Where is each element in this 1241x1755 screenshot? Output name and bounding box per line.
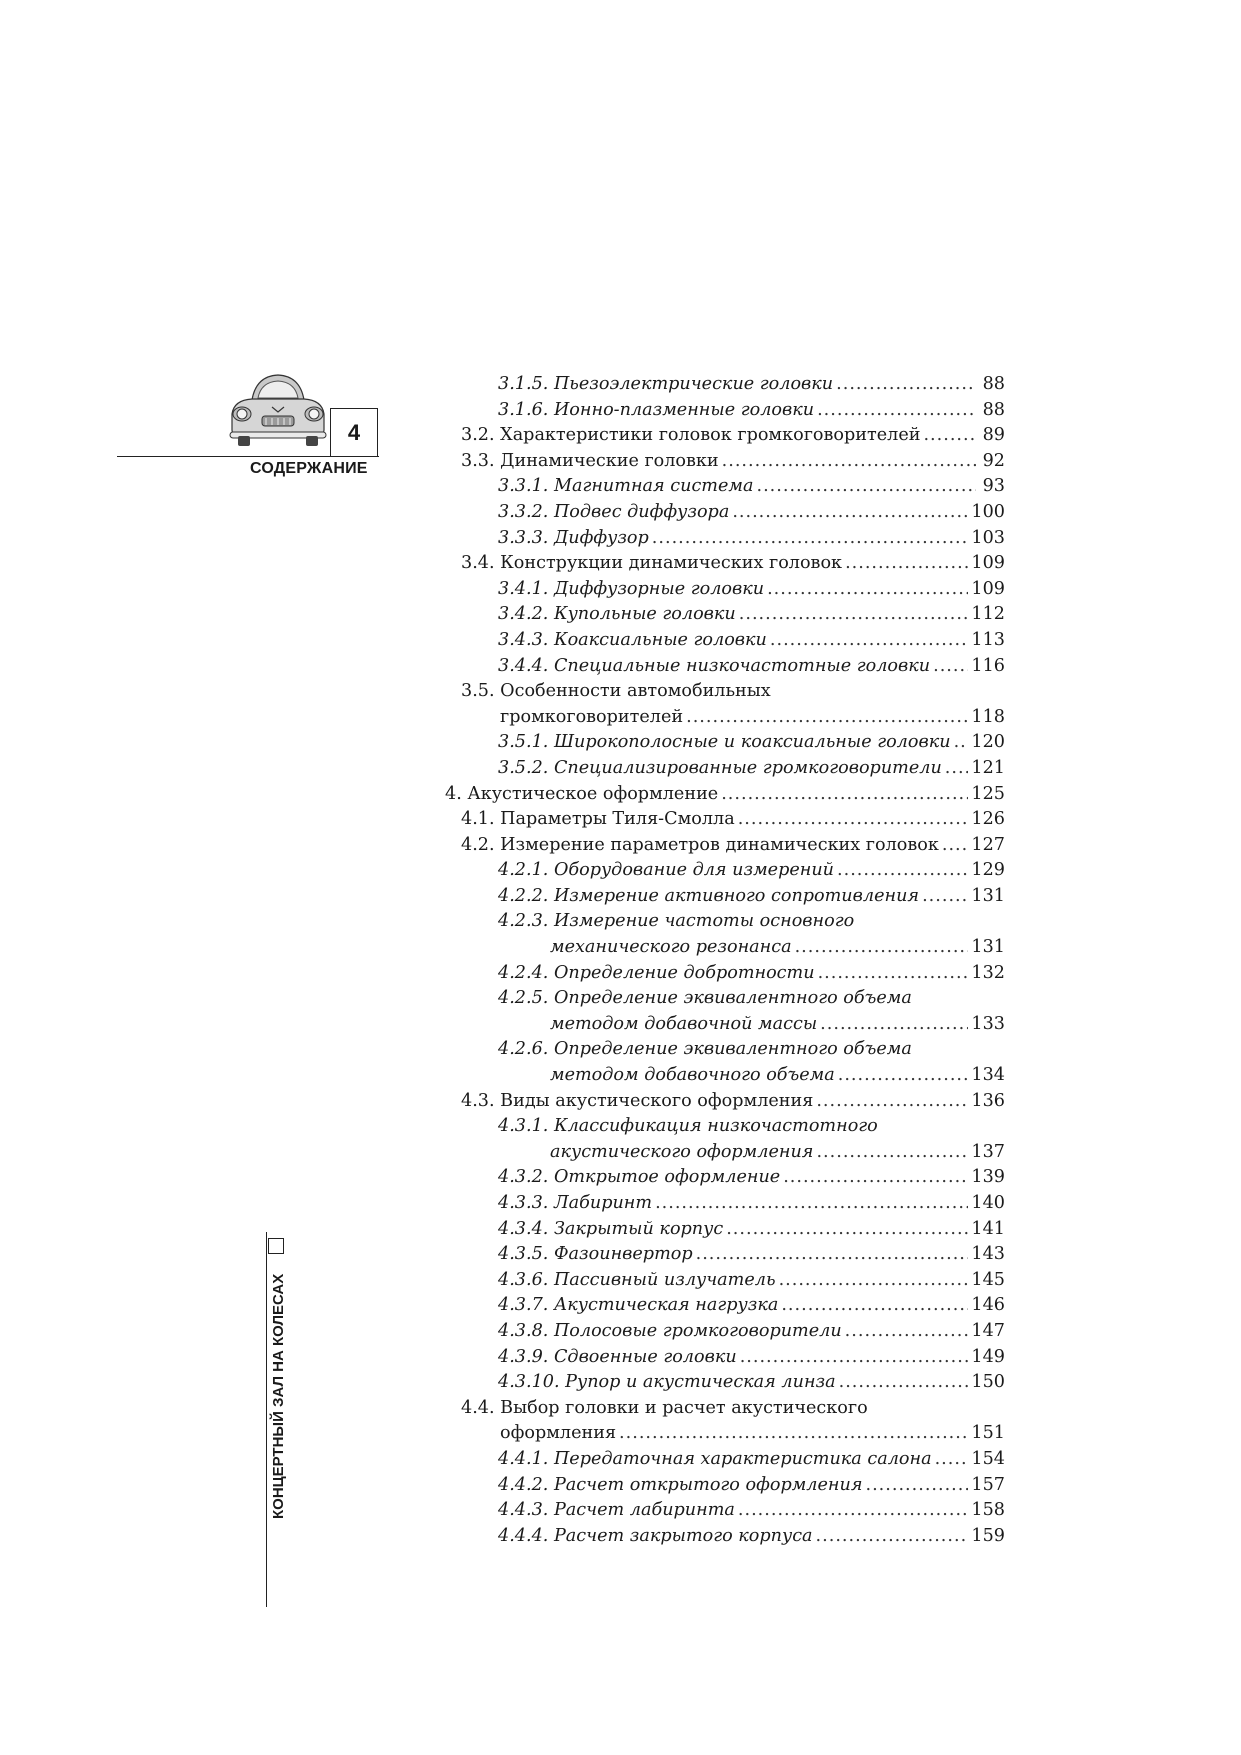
- toc-entry: [445, 1242, 1005, 1268]
- table-of-contents: [445, 372, 1005, 1549]
- toc-entry: [445, 398, 1005, 424]
- toc-leader-dots: [818, 961, 969, 987]
- toc-entry: [445, 654, 1005, 680]
- toc-entry-title: 4.3.2. Открытое оформление: [498, 1167, 781, 1188]
- toc-entry: [445, 935, 1005, 961]
- toc-entry: [445, 986, 1005, 1012]
- toc-leader-dots: [739, 602, 969, 628]
- toc-entry: [445, 807, 1005, 833]
- toc-entry-title: 3.1.6. Ионно-плазменные головки: [498, 399, 815, 420]
- toc-entry-page: 120: [971, 732, 1005, 753]
- toc-leader-dots: [783, 1165, 968, 1191]
- toc-entry: [445, 679, 1005, 705]
- toc-entry: [445, 1447, 1005, 1473]
- toc-entry-title: 3.5. Особенности автомобильных: [461, 681, 771, 702]
- toc-entry: [445, 884, 1005, 910]
- toc-entry: [445, 1421, 1005, 1447]
- toc-entry: [445, 372, 1005, 398]
- toc-entry: [445, 858, 1005, 884]
- toc-entry-page: 157: [971, 1474, 1005, 1495]
- toc-entry-title: 4.2.6. Определение эквивалентного объема: [498, 1039, 912, 1060]
- toc-leader-dots: [756, 474, 976, 500]
- toc-entry-title: 3.3.2. Подвес диффузора: [498, 501, 730, 522]
- toc-entry: [445, 1191, 1005, 1217]
- toc-leader-dots: [779, 1268, 969, 1294]
- toc-entry-title: 3.3.1. Магнитная система: [498, 476, 754, 497]
- toc-entry: [445, 1165, 1005, 1191]
- toc-entry: [445, 1063, 1005, 1089]
- toc-entry-page: 116: [971, 655, 1005, 676]
- toc-entry-page: 146: [971, 1295, 1005, 1316]
- toc-entry-title: 4.3.6. Пассивный излучатель: [498, 1269, 776, 1290]
- toc-entry: [445, 1345, 1005, 1371]
- toc-entry-title: 4.3.8. Полосовые громкоговорители: [498, 1320, 842, 1341]
- toc-leader-dots: [686, 705, 968, 731]
- toc-entry-title: 4.3.5. Фазоинвертор: [498, 1244, 693, 1265]
- toc-entry-page: 103: [971, 527, 1005, 548]
- toc-entry: [445, 833, 1005, 859]
- header-rule: [117, 456, 379, 457]
- toc-entry-page: 140: [971, 1193, 1005, 1213]
- toc-entry-title: 3.4.1. Диффузорные головки: [498, 578, 765, 599]
- toc-leader-dots: [836, 372, 976, 398]
- toc-entry-page: 141: [971, 1218, 1005, 1239]
- toc-entry-title: громкоговорителей: [500, 706, 684, 727]
- toc-entry-page: 154: [971, 1448, 1005, 1469]
- toc-leader-dots: [816, 1140, 968, 1166]
- toc-leader-dots: [726, 1217, 968, 1243]
- toc-entry: [445, 474, 1005, 500]
- toc-leader-dots: [839, 1370, 969, 1396]
- toc-entry-title: 4.3.7. Акустическая нагрузка: [498, 1295, 779, 1316]
- toc-entry: [445, 782, 1005, 808]
- toc-entry: [445, 500, 1005, 526]
- toc-entry: [445, 577, 1005, 603]
- toc-entry-page: 92: [982, 450, 1005, 471]
- toc-entry-title: оформления: [500, 1423, 617, 1444]
- toc-entry-page: 109: [971, 578, 1005, 599]
- toc-entry: [445, 1293, 1005, 1319]
- toc-entry-page: 121: [971, 757, 1005, 778]
- toc-entry: [445, 1114, 1005, 1140]
- toc-leader-dots: [696, 1242, 969, 1268]
- toc-entry-page: 139: [971, 1167, 1005, 1188]
- toc-leader-dots: [770, 628, 969, 654]
- toc-entry-page: 112: [971, 604, 1005, 625]
- toc-entry-title: 3.4.3. Коаксиальные головки: [498, 629, 767, 650]
- toc-leader-dots: [945, 756, 969, 782]
- toc-entry: [445, 1037, 1005, 1063]
- toc-entry-page: 132: [971, 962, 1005, 983]
- toc-leader-dots: [767, 577, 968, 603]
- toc-entry: [445, 705, 1005, 731]
- toc-entry-page: 88: [982, 374, 1005, 394]
- toc-entry: [445, 1012, 1005, 1038]
- toc-entry: [445, 909, 1005, 935]
- toc-entry-title: 4.3.10. Рупор и акустическая линза: [498, 1372, 836, 1393]
- toc-entry: [445, 1217, 1005, 1243]
- section-label: СОДЕРЖАНИЕ: [250, 460, 368, 477]
- toc-entry-title: 3.5.2. Специализированные громкоговорители: [498, 757, 942, 778]
- toc-leader-dots: [865, 1473, 968, 1499]
- toc-entry-title: 4.2.1. Оборудование для измерений: [498, 860, 835, 881]
- toc-entry: [445, 628, 1005, 654]
- toc-entry: [445, 1089, 1005, 1115]
- toc-entry-page: 158: [971, 1500, 1005, 1521]
- toc-entry-page: 88: [982, 399, 1005, 420]
- toc-entry-title: 4.1. Параметры Тиля-Смолла: [461, 809, 735, 830]
- toc-entry-page: 147: [971, 1320, 1005, 1341]
- toc-leader-dots: [740, 1345, 969, 1371]
- toc-entry: [445, 526, 1005, 552]
- toc-leader-dots: [942, 833, 969, 859]
- toc-entry-page: 127: [971, 834, 1005, 855]
- toc-entry-title: 3.4. Конструкции динамических головок: [461, 553, 843, 574]
- toc-leader-dots: [655, 1191, 968, 1217]
- toc-leader-dots: [922, 884, 968, 910]
- toc-leader-dots: [837, 858, 968, 884]
- toc-entry-page: 129: [971, 860, 1005, 881]
- toc-entry: [445, 730, 1005, 756]
- toc-leader-dots: [820, 1012, 968, 1038]
- toc-entry-title: 4.3. Виды акустического оформления: [461, 1090, 814, 1111]
- toc-entry-page: 145: [971, 1269, 1005, 1290]
- toc-entry-title: 3.3. Динамические головки: [461, 450, 719, 471]
- toc-entry-title: 3.4.4. Специальные низкочастотные головки: [498, 655, 931, 676]
- toc-entry: [445, 1498, 1005, 1524]
- toc-leader-dots: [722, 449, 976, 475]
- toc-leader-dots: [838, 1063, 969, 1089]
- toc-entry-page: 137: [971, 1141, 1005, 1162]
- toc-entry: [445, 423, 1005, 449]
- toc-entry-page: 150: [971, 1372, 1005, 1393]
- toc-entry-title: методом добавочного объема: [550, 1065, 835, 1086]
- toc-entry-title: 4.4.4. Расчет закрытого корпуса: [498, 1525, 813, 1546]
- toc-entry-page: 93: [982, 476, 1005, 497]
- toc-entry-page: 134: [971, 1065, 1005, 1086]
- toc-leader-dots: [954, 730, 969, 756]
- toc-entry-title: 3.4.2. Купольные головки: [498, 604, 736, 625]
- toc-leader-dots: [816, 1089, 968, 1115]
- toc-leader-dots: [781, 1293, 968, 1319]
- toc-entry: [445, 756, 1005, 782]
- toc-entry-title: 4.2.2. Измерение активного сопротивления: [498, 885, 920, 906]
- toc-entry-page: 131: [971, 885, 1005, 906]
- toc-entry-page: 133: [971, 1013, 1005, 1034]
- toc-entry-page: 118: [971, 706, 1005, 727]
- toc-entry-title: 3.5.1. Широкополосные и коаксиальные головки: [498, 732, 951, 753]
- toc-entry-page: 136: [971, 1090, 1005, 1111]
- toc-leader-dots: [795, 935, 969, 961]
- toc-entry-title: 4.2.5. Определение эквивалентного объема: [498, 988, 912, 1009]
- toc-leader-dots: [738, 1498, 969, 1524]
- toc-entry-page: 149: [971, 1346, 1005, 1367]
- toc-entry: [445, 1473, 1005, 1499]
- toc-leader-dots: [619, 1421, 968, 1447]
- toc-entry-title: методом добавочной массы: [550, 1013, 818, 1034]
- toc-entry-title: 4.4. Выбор головки и расчет акустического: [461, 1397, 868, 1418]
- toc-leader-dots: [935, 1447, 969, 1473]
- toc-entry-title: 4.3.9. Сдвоенные головки: [498, 1346, 737, 1367]
- toc-entry: [445, 961, 1005, 987]
- toc-entry-title: 4. Акустическое оформление: [445, 783, 719, 804]
- page-number: 4: [330, 408, 378, 456]
- toc-entry: [445, 449, 1005, 475]
- toc-entry: [445, 1396, 1005, 1422]
- toc-leader-dots: [817, 398, 976, 424]
- toc-entry-title: 3.3.3. Диффузор: [498, 527, 649, 548]
- side-square-icon: [268, 1238, 284, 1254]
- toc-entry-page: 100: [971, 501, 1005, 522]
- toc-leader-dots: [845, 1319, 969, 1345]
- toc-entry-title: 4.3.3. Лабиринт: [498, 1193, 653, 1213]
- toc-entry-title: механического резонанса: [550, 937, 792, 958]
- toc-entry-page: 113: [971, 629, 1005, 650]
- toc-leader-dots: [845, 551, 968, 577]
- toc-leader-dots: [933, 654, 968, 680]
- toc-leader-dots: [816, 1524, 969, 1550]
- toc-entry: [445, 1140, 1005, 1166]
- toc-leader-dots: [721, 782, 968, 808]
- toc-leader-dots: [923, 423, 976, 449]
- toc-leader-dots: [732, 500, 968, 526]
- toc-entry-page: 109: [971, 553, 1005, 574]
- toc-entry: [445, 1524, 1005, 1550]
- toc-entry-title: 4.4.2. Расчет открытого оформления: [498, 1474, 863, 1495]
- toc-entry-title: 4.3.4. Закрытый корпус: [498, 1218, 724, 1239]
- toc-leader-dots: [738, 807, 969, 833]
- toc-entry-page: 125: [971, 783, 1005, 804]
- side-rule: [266, 1232, 267, 1607]
- toc-entry: [445, 602, 1005, 628]
- retro-car-icon: [226, 370, 330, 448]
- toc-entry-title: 4.4.1. Передаточная характеристика салона: [498, 1448, 932, 1469]
- toc-entry-page: 89: [982, 425, 1005, 446]
- toc-entry-title: 4.2.4. Определение добротности: [498, 962, 815, 983]
- toc-entry-page: 159: [971, 1525, 1005, 1546]
- book-title: КОНЦЕРТНЫЙ ЗАЛ НА КОЛЕСАХ: [270, 1274, 287, 1520]
- toc-entry: [445, 1319, 1005, 1345]
- toc-entry: [445, 1268, 1005, 1294]
- toc-entry-title: 3.2. Характеристики головок громкоговорителей: [461, 425, 921, 446]
- toc-entry-page: 151: [971, 1423, 1005, 1444]
- toc-entry-title: 4.2. Измерение параметров динамических головок: [461, 834, 939, 855]
- toc-entry-title: 3.1.5. Пьезоэлектрические головки: [498, 374, 834, 394]
- toc-entry-page: 143: [971, 1244, 1005, 1265]
- toc-entry-page: 126: [971, 809, 1005, 830]
- toc-entry: [445, 551, 1005, 577]
- toc-entry-title: 4.2.3. Измерение частоты основного: [498, 911, 855, 932]
- toc-leader-dots: [652, 526, 969, 552]
- toc-entry-title: 4.4.3. Расчет лабиринта: [498, 1500, 735, 1521]
- toc-entry: [445, 1370, 1005, 1396]
- toc-entry-title: акустического оформления: [550, 1141, 814, 1162]
- toc-entry-title: 4.3.1. Классификация низкочастотного: [498, 1116, 878, 1137]
- toc-entry-page: 131: [971, 937, 1005, 958]
